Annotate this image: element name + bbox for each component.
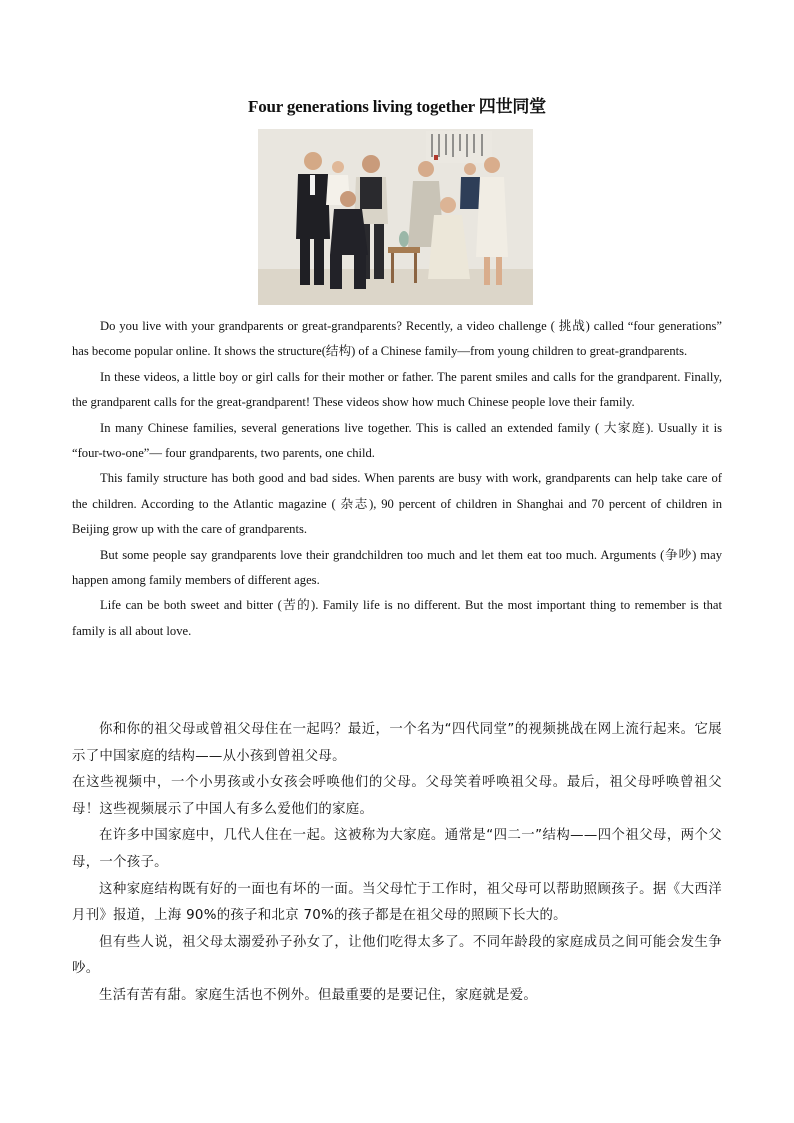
chinese-paragraph: 这种家庭结构既有好的一面也有坏的一面。当父母忙于工作时，祖父母可以帮助照顾孩子。据《大西洋月刊》报道，上海 90%的孩子和北京 70%的孩子都是在祖父母的照顾下长大的。	[72, 881, 722, 924]
family-photo	[258, 129, 533, 305]
calligraphy-scroll-icon	[426, 131, 492, 163]
english-article	[72, 314, 722, 644]
chinese-paragraph: 但有些人说，祖父母太溺爱孙子孙女了，让他们吃得太多了。不同年龄段的家庭成员之间可能会发生争吵。	[72, 934, 722, 977]
family-photo-illustration	[258, 129, 533, 305]
english-paragraph: This family structure has both good and bad sides. When parents are busy with work, grandparents can help take care of the children. According to the Atlantic magazine ( 杂志), 90 percent of children in Shanghai and 70 percent of children in Beijing grow up with the care of grandparents.	[72, 471, 722, 537]
english-paragraph: Life can be both sweet and bitter (苦的). Family life is no different. But the most important thing to remember is that family is all about love.	[72, 598, 722, 638]
english-paragraph: Do you live with your grandparents or great-grandparents? Recently, a video challenge ( 挑战) called “four generations” has become popular online. It shows the structure(结构) of a Chinese family—from young children to great-grandparents.	[72, 319, 722, 359]
chinese-paragraph: 在这些视频中，一个小男孩或小女孩会呼唤他们的父母。父母笑着呼唤祖父母。最后，祖父母呼唤曾祖父母！这些视频展示了中国人有多么爱他们的家庭。	[72, 775, 722, 817]
english-paragraph: In these videos, a little boy or girl calls for their mother or father. The parent smiles and calls for the grandparent. Finally, the grandparent calls for the great-grandparent! These videos show how much Chinese people love their family.	[72, 369, 722, 410]
english-paragraph: But some people say grandparents love their grandchildren too much and let them eat too much. Arguments (争吵) may happen among family members of different ages.	[72, 547, 722, 588]
english-paragraph: In many Chinese families, several generations live together. This is called an extended family ( 大家庭). Usually it is “four-two-one”— four grandparents, two parents, one child.	[72, 420, 722, 461]
page-title: Four generations living together 四世同堂	[248, 97, 546, 116]
chinese-translation	[72, 717, 722, 1010]
chinese-paragraph: 你和你的祖父母或曾祖父母住在一起吗？最近，一个名为“四代同堂”的视频挑战在网上流行起来。它展示了中国家庭的结构——从小孩到曾祖父母。	[72, 722, 722, 764]
chinese-paragraph: 在许多中国家庭中，几代人住在一起。这被称为大家庭。通常是“四二一”结构——四个祖父母，两个父母，一个孩子。	[72, 828, 722, 870]
chinese-paragraph: 生活有苦有甜。家庭生活也不例外。但最重要的是要记住，家庭就是爱。	[99, 987, 538, 1003]
